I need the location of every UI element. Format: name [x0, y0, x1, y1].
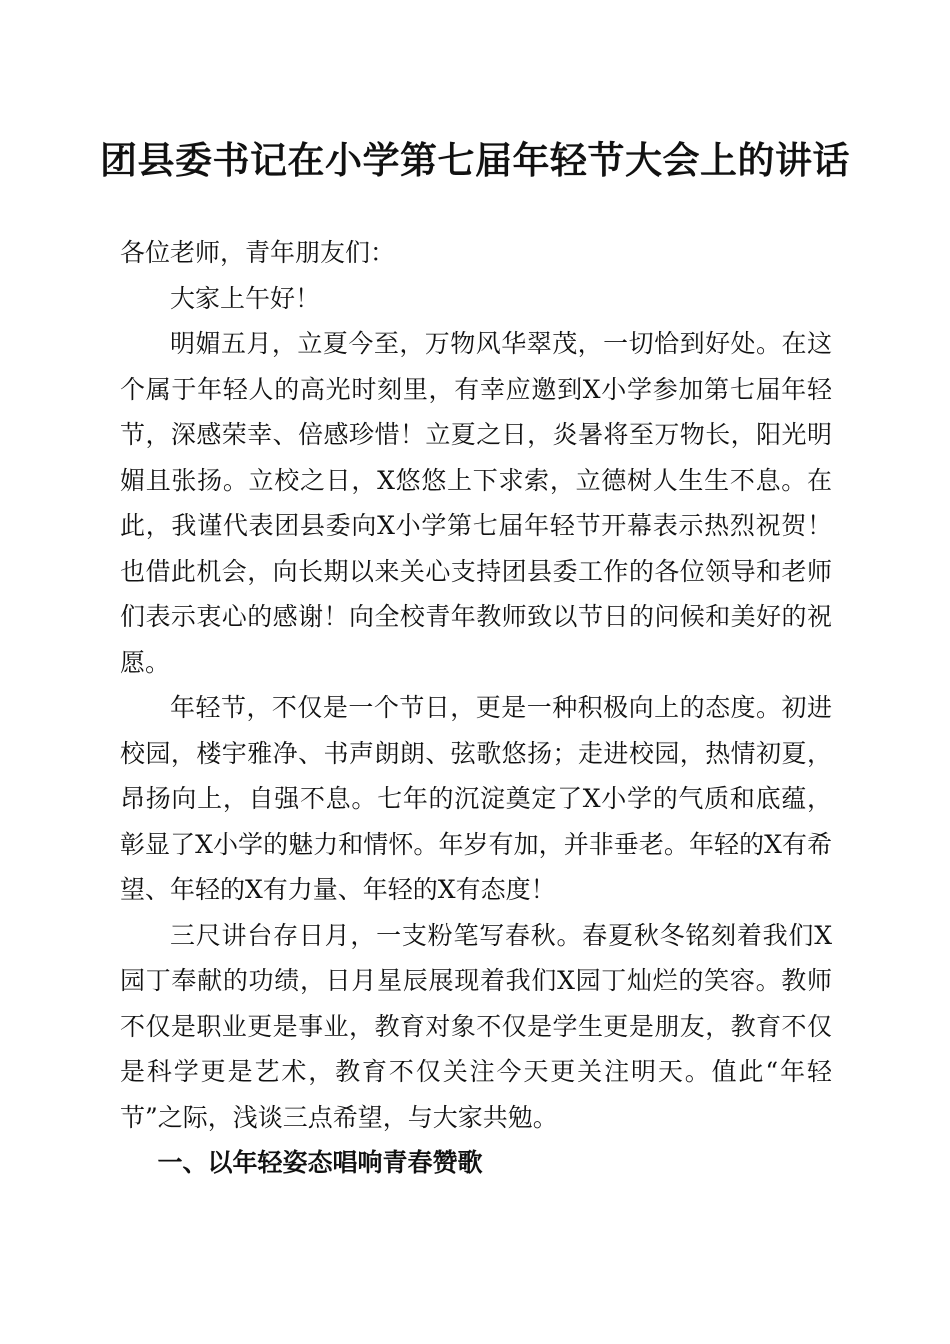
document-body	[120, 230, 832, 1186]
paragraph-2: 年轻节，不仅是一个节日，更是一种积极向上的态度。初进校园，楼宇雅净、书声朗朗、弦歌悠扬；走进校园，热情初夏，昂扬向上，自强不息。七年的沉淀奠定了X小学的气质和底蕴，彰显了X小学的魅力和情怀。年岁有加，并非垂老。年轻的X有希望、年轻的X有力量、年轻的X有态度！	[120, 693, 832, 904]
salutation: 各位老师，青年朋友们：	[120, 238, 396, 267]
document-title: 团县委书记在小学第七届年轻节大会上的讲话	[100, 138, 850, 182]
paragraph-1: 明媚五月，立夏今至，万物风华翠茂，一切恰到好处。在这个属于年轻人的高光时刻里，有幸应邀到X小学参加第七届年轻节，深感荣幸、倍感珍惜！立夏之日，炎暑将至万物长，阳光明媚且张扬。立校之日，X悠悠上下求索，立德树人生生不息。在此，我谨代表团县委向X小学第七届年轻节开幕表示热烈祝贺！也借此机会，向长期以来关心支持团县委工作的各位领导和老师们表示衷心的感谢！向全校青年教师致以节日的问候和美好的祝愿。	[120, 329, 832, 677]
section-heading: 一、以年轻姿态唱响青春赞歌	[157, 1148, 483, 1177]
paragraph-3: 三尺讲台存日月，一支粉笔写春秋。春夏秋冬铭刻着我们X园丁奉献的功绩，日月星辰展现着我们X园丁灿烂的笑容。教师不仅是职业更是事业，教育对象不仅是学生更是朋友，教育不仅是科学更是艺术，教育不仅关注今天更关注明天。值此“年轻节”之际，浅谈三点希望，与大家共勉。	[120, 920, 832, 1132]
greeting: 大家上午好！	[170, 283, 321, 313]
